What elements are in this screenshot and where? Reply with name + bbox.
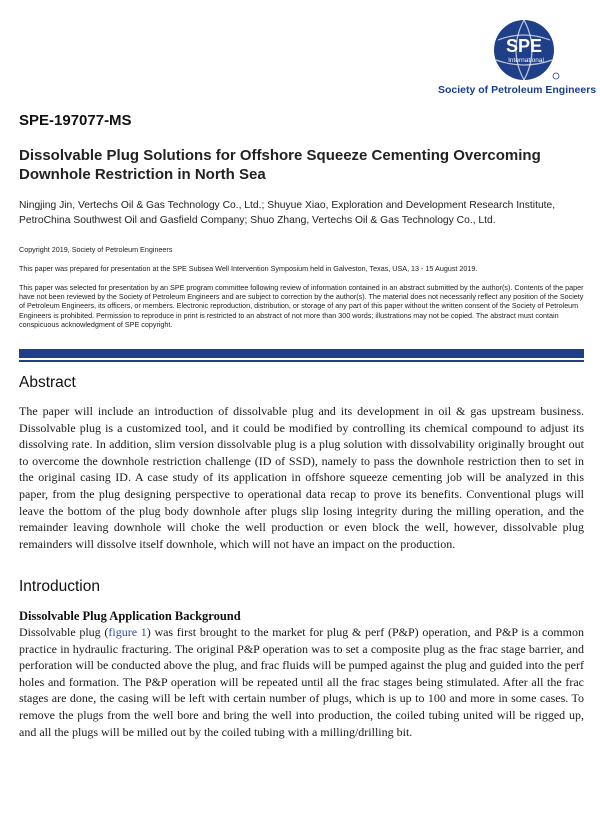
header-rule-thin — [19, 360, 584, 362]
logo-line1: SPE — [505, 36, 543, 56]
logo-line2: International — [508, 57, 544, 64]
spe-globe-icon — [438, 18, 584, 84]
organization-name: Society of Petroleum Engineers — [438, 84, 597, 96]
introduction-text — [19, 624, 584, 740]
subsection-heading: Dissolvable Plug Application Background — [19, 609, 241, 623]
intro-text-rest: ) was first brought to the market for plug & perf (P&P) operation, and P&P is a common practice in hydraulic fracturing. The original P&P operation was to set a composite plug as the frac stage barrier, and perforation will be conducted above the plug, and frac fluids will be pumped against the plug and guided into the perf holes and formation. The P&P operation will be repeated until all the frac stages being stimulated. After all the frac stages are done, the casing will be left with certain number of plugs, which is up to 100 and more in some cases. To remove the plugs from the well bore and bring the well into production, the coiled tubing united will be rigged up, and all the plugs will be milled out by the coiled tubing with a milling/drilling bit. — [19, 625, 585, 739]
paper-title: Dissolvable Plug Solutions for Offshore Squeeze Cementing Overcoming Downhole Restriction in North Sea — [19, 147, 541, 183]
disclaimer-notice: This paper was selected for presentation by an SPE program committee following review of information contained in an abstract submitted by the author(s). Contents of the paper have not been reviewed by the Society of Petroleum Engineers and are subject to correction by the author(s). The material does not necessarily reflect any position of the Society of Petroleum Engineers, its officers, or members. Electronic reproduction, distribution, or storage of any part of this paper without the written consent of the Society of Petroleum Engineers is prohibited. Permission to reproduce in print is restricted to an abstract of not more than 300 words; illustrations may not be copied. The abstract must contain conspicuous acknowledgment of SPE copyright. — [19, 283, 584, 329]
authors: Ningjing Jin, Vertechs Oil & Gas Technology Co., Ltd.; Shuyue Xiao, Exploration and Development Research Institute, PetroChina Southwest Oil and Gasfield Company; Shuo Zhang, Vertechs Oil & Gas Technology Co., Ltd. — [19, 200, 556, 226]
introduction-heading: Introduction — [19, 578, 100, 595]
intro-text-start: Dissolvable plug ( — [19, 625, 109, 639]
abstract-heading: Abstract — [19, 374, 76, 391]
copyright-notice: Copyright 2019, Society of Petroleum Engineers — [19, 245, 173, 254]
paper-id: SPE-197077-MS — [19, 112, 132, 129]
presentation-notice: This paper was prepared for presentation at the SPE Subsea Well Intervention Symposium held in Galveston, Texas, USA, 13 - 15 August 2019. — [19, 264, 478, 273]
spe-logo — [438, 18, 597, 100]
abstract-text: The paper will include an introduction of dissolvable plug and its development in oil & gas upstream business. Dissolvable plug is a customized tool, and it could be modified by controlling its chemical compound to adjust its dissolving rate. In addition, slim version dissolvable plug is a plug solution with dissolvability originally brought out to overcome the downhole restriction challenge (ID of SSD), namely to pass the downhole restriction then to set in the original casing ID. A case study of its application in offshore squeeze cementing job will be analyzed in this paper, from the plug designing perspective to operational data recap to prove its benefits. Conventional plugs will leave the bottom of the plug body downhole after plugs slip losing integrity during the milling operation, and the remainder leaving downhole will choke the well production or even block the well, however, dissolvable plug remainders will dissolve itself downhole, which will not have an impact on the production. — [19, 404, 584, 551]
header-rule-thick — [19, 349, 584, 358]
figure-1-link[interactable]: figure 1 — [108, 625, 147, 639]
